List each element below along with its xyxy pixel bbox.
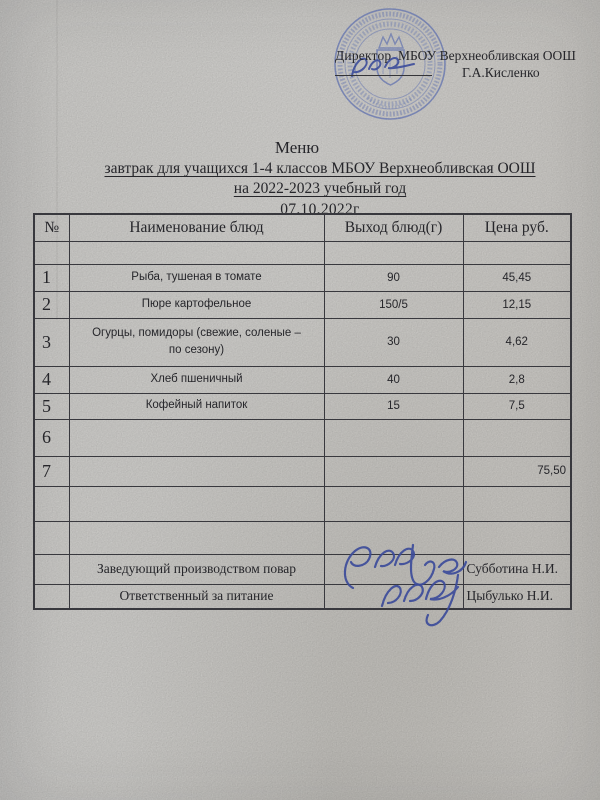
table-row [34, 486, 571, 521]
signer-name: Цыбулько Н.И. [463, 584, 571, 609]
cell-price: 45,45 [463, 264, 571, 291]
cell-price [463, 419, 571, 456]
col-header-dish: Наименование блюд [69, 214, 324, 241]
doc-year-line: на 2022-2023 учебный год [233, 180, 407, 197]
cell-name: Кофейный напиток [69, 393, 324, 419]
signer-role: Заведующий производством повар [69, 554, 324, 584]
director-label: Директор [335, 48, 392, 63]
cell-name [69, 241, 324, 264]
cell-num [34, 486, 69, 521]
cell-price: 7,5 [463, 393, 571, 419]
table-row [34, 521, 571, 554]
cell-name [69, 486, 324, 521]
cell-output [324, 486, 463, 521]
doc-title: Меню [274, 138, 320, 157]
table-row [34, 264, 571, 291]
cell-num [34, 584, 69, 609]
cell-output: 30 [324, 318, 463, 366]
cell-output: 150/5 [324, 291, 463, 318]
table-row [34, 241, 571, 264]
cell-output [324, 456, 463, 486]
signer-name: Субботина Н.И. [463, 554, 571, 584]
col-header-output: Выход блюд(г) [324, 214, 463, 241]
responsible-signature [368, 570, 493, 632]
cell-output: 90 [324, 264, 463, 291]
table-row [34, 291, 571, 318]
table-row [34, 419, 571, 456]
cell-num: 5 [34, 393, 69, 419]
cell-num: 1 [34, 264, 69, 291]
doc-subtitle: завтрак для учащихся 1-4 классов МБОУ Верхнеобливская ООШ [104, 160, 536, 177]
cell-num [34, 241, 69, 264]
col-header-number: № [34, 214, 69, 241]
cell-output [324, 241, 463, 264]
cell-num: 4 [34, 366, 69, 393]
cell-price: 4,62 [463, 318, 571, 366]
cell-price [463, 521, 571, 554]
table-row [34, 318, 571, 366]
cell-name: Рыба, тушеная в томате [69, 264, 324, 291]
cell-num: 2 [34, 291, 69, 318]
cell-price: 75,50 [463, 456, 571, 486]
table-row [34, 366, 571, 393]
cell-price: 2,8 [463, 366, 571, 393]
cell-name [69, 456, 324, 486]
table-row [34, 393, 571, 419]
cell-num: 3 [34, 318, 69, 366]
table-header-row [34, 214, 571, 241]
title-block [20, 138, 600, 219]
cell-num: 7 [34, 456, 69, 486]
cell-name [69, 419, 324, 456]
director-name: Г.А.Кисленко [462, 65, 540, 80]
cell-name: Хлеб пшеничный [69, 366, 324, 393]
cell-name: Пюре картофельное [69, 291, 324, 318]
approval-block [0, 0, 600, 130]
col-header-price: Цена руб. [463, 214, 571, 241]
cell-price: 12,15 [463, 291, 571, 318]
cell-output [324, 419, 463, 456]
cell-price [463, 241, 571, 264]
cell-price [463, 486, 571, 521]
menu-table [33, 213, 572, 610]
cell-num [34, 521, 69, 554]
cell-num: 6 [34, 419, 69, 456]
signature-line [335, 75, 432, 76]
signer-role: Ответственный за питание [69, 584, 324, 609]
cell-output: 40 [324, 366, 463, 393]
cell-name: Огурцы, помидоры (свежие, соленые – по сезону) [69, 318, 324, 366]
table-row [34, 456, 571, 486]
cell-name [69, 521, 324, 554]
cell-num [34, 554, 69, 584]
school-name: МБОУ Верхнеобливская ООШ [398, 48, 576, 63]
cell-output: 15 [324, 393, 463, 419]
doc-date: 07.10.2022г [280, 201, 360, 218]
